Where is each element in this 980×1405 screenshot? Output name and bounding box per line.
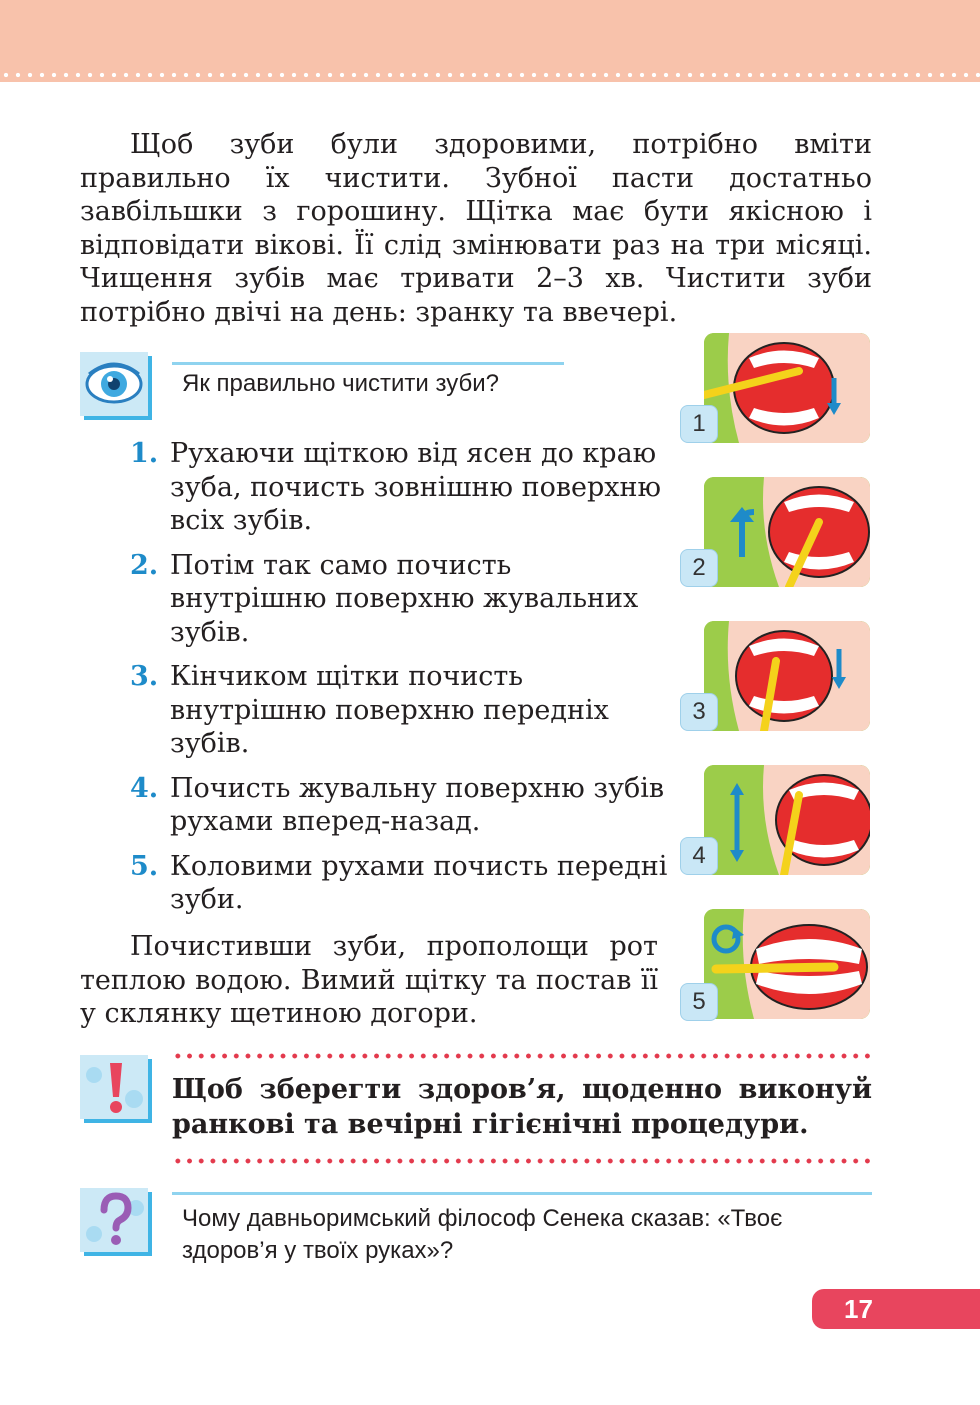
- picture-label: 2: [680, 549, 718, 587]
- brushing-circular-illustration: [704, 909, 870, 1019]
- step-text: Кінчиком щітки почисть внутрішню поверхню передніх зубів.: [170, 661, 609, 759]
- step-text: Почисть жувальну поверхню зубів рухами вперед-назад.: [170, 772, 665, 837]
- think-question: Чому давньоримський філософ Сенека сказав: «Твоє здоров’я у твоїх руках»?: [182, 1205, 783, 1264]
- step-text: Коловими рухами почисть передні зуби.: [170, 850, 668, 915]
- steps-list: [130, 437, 670, 928]
- intro-paragraph: Щоб зуби були здоровими, потрібно вміти правильно їх чистити. Зубної пасти достатньо завбільшки з горошину. Щітка має бути якісною і відповідати вікові. Її слід змінювати раз на три місяці. Чищення зубів має тривати 2–3 хв. Чистити зуби потрібно двічі на день: зранку та ввечері.: [80, 129, 872, 328]
- page-header-band: [0, 0, 980, 82]
- step-number: 2.: [130, 549, 159, 581]
- think-rule: [172, 1192, 872, 1195]
- brushing-front-inner-illustration: [704, 621, 870, 731]
- observe-rule: [172, 362, 564, 365]
- think-icon-box: [80, 1188, 152, 1256]
- observe-question: Як правильно чистити зуби?: [182, 370, 500, 397]
- question-mark-icon: [80, 1188, 148, 1252]
- exclamation-icon: [80, 1055, 148, 1119]
- list-item: [130, 850, 670, 917]
- observe-icon-box: [80, 352, 152, 420]
- step-number: 1.: [130, 438, 159, 469]
- picture-label: 5: [680, 983, 718, 1021]
- picture-label: 4: [680, 837, 718, 875]
- header-dotted-border: [0, 72, 980, 78]
- list-item: [130, 772, 670, 839]
- step-number: 3.: [130, 661, 159, 692]
- list-item: [130, 437, 670, 538]
- list-item: [130, 660, 670, 761]
- important-text: Щоб зберегти здоров’я, щоденно виконуй ранкові та вечірні гігієнічні процедури.: [172, 1074, 872, 1140]
- eye-icon: [80, 352, 148, 416]
- step-number: 5.: [130, 850, 159, 882]
- brushing-chewing-surface-illustration: [704, 765, 870, 875]
- page-number: 17: [812, 1289, 980, 1329]
- picture-label: 3: [680, 693, 718, 731]
- important-bottom-dots: [172, 1158, 874, 1164]
- picture-label: 1: [680, 405, 718, 443]
- brushing-outer-surface-illustration: [704, 333, 870, 443]
- important-icon-box: [80, 1055, 152, 1123]
- step-number: 4.: [130, 772, 159, 804]
- important-top-dots: [172, 1053, 874, 1059]
- step-text: Рухаючи щіткою від ясен до краю зуба, почисть зовнішню поверхню всіх зубів.: [170, 438, 662, 536]
- list-item: [130, 549, 670, 650]
- brushing-inner-surface-illustration: [704, 477, 870, 587]
- step-text: Потім так само почисть внутрішню поверхню жувальних зубів.: [170, 549, 639, 648]
- outro-paragraph: Почистивши зуби, прополощи рот теплою водою. Вимий щітку та постав її у склянку щетиною догори.: [80, 931, 658, 1029]
